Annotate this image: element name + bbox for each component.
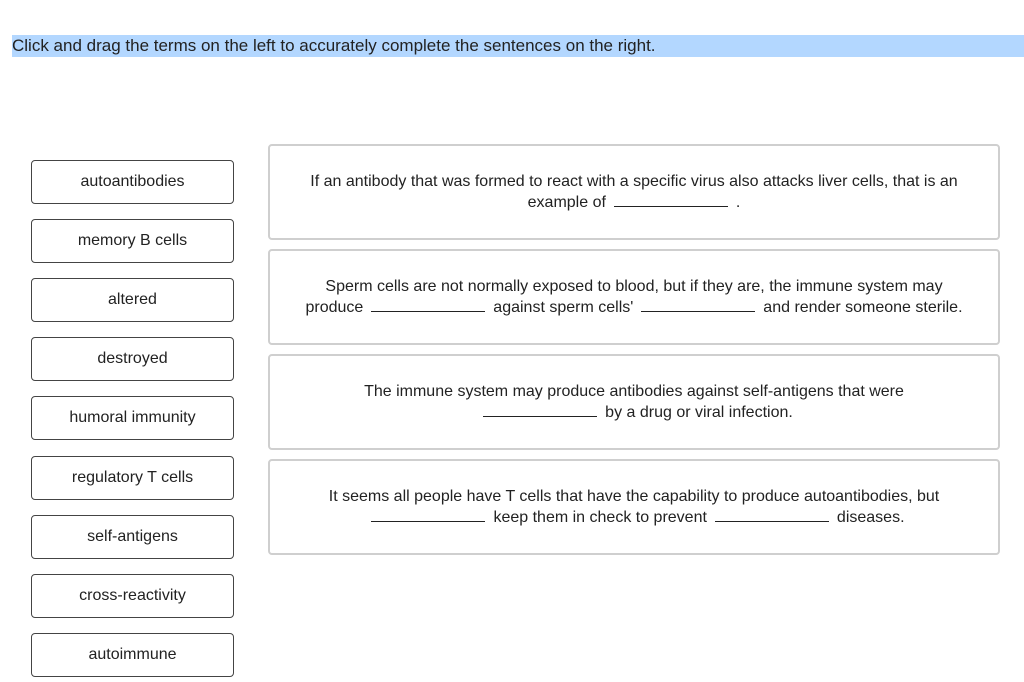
term-memory-b-cells[interactable]: memory B cells xyxy=(31,219,234,263)
sentence-2-part-1: Sperm cells are not normally exposed to blood, but if they are, the immune system may produce xyxy=(305,278,943,316)
drop-target-3a[interactable] xyxy=(483,402,597,417)
term-humoral-immunity[interactable]: humoral immunity xyxy=(31,396,234,440)
sentence-1-part-2: . xyxy=(735,194,741,211)
sentence-1-part-1: If an antibody that was formed to react with a specific virus also attacks liver cells, that is an example of xyxy=(310,173,958,211)
drop-target-2a[interactable] xyxy=(371,297,485,312)
sentence-4-part-2: keep them in check to prevent xyxy=(493,509,707,526)
term-autoimmune[interactable]: autoimmune xyxy=(31,633,234,677)
sentence-box-3 xyxy=(268,354,1000,450)
sentence-3-part-1: The immune system may produce antibodies against self-antigens that were xyxy=(364,383,904,400)
term-altered[interactable]: altered xyxy=(31,278,234,322)
sentence-box-4 xyxy=(268,459,1000,555)
sentence-4-part-3: diseases. xyxy=(836,509,905,526)
sentence-3-part-2: by a drug or viral infection. xyxy=(605,404,793,421)
sentence-text-3 xyxy=(304,381,964,423)
sentence-box-2 xyxy=(268,249,1000,345)
instruction-banner: Click and drag the terms on the left to accurately complete the sentences on the right. xyxy=(12,35,1024,57)
drop-target-1a[interactable] xyxy=(614,192,728,207)
sentence-text-1 xyxy=(304,171,964,213)
drop-target-4b[interactable] xyxy=(715,507,829,522)
sentence-4-part-1: It seems all people have T cells that have the capability to produce autoantibodies, but xyxy=(328,488,940,505)
drop-target-4a[interactable] xyxy=(371,507,485,522)
sentence-2-part-3: and render someone sterile. xyxy=(763,299,963,316)
term-regulatory-t-cells[interactable]: regulatory T cells xyxy=(31,456,234,500)
sentence-text-2 xyxy=(304,276,964,318)
term-destroyed[interactable]: destroyed xyxy=(31,337,234,381)
sentence-2-part-2: against sperm cells' xyxy=(493,299,634,316)
term-cross-reactivity[interactable]: cross-reactivity xyxy=(31,574,234,618)
sentence-text-4 xyxy=(304,486,964,528)
term-self-antigens[interactable]: self-antigens xyxy=(31,515,234,559)
sentence-box-1 xyxy=(268,144,1000,240)
term-autoantibodies[interactable]: autoantibodies xyxy=(31,160,234,204)
drop-target-2b[interactable] xyxy=(641,297,755,312)
